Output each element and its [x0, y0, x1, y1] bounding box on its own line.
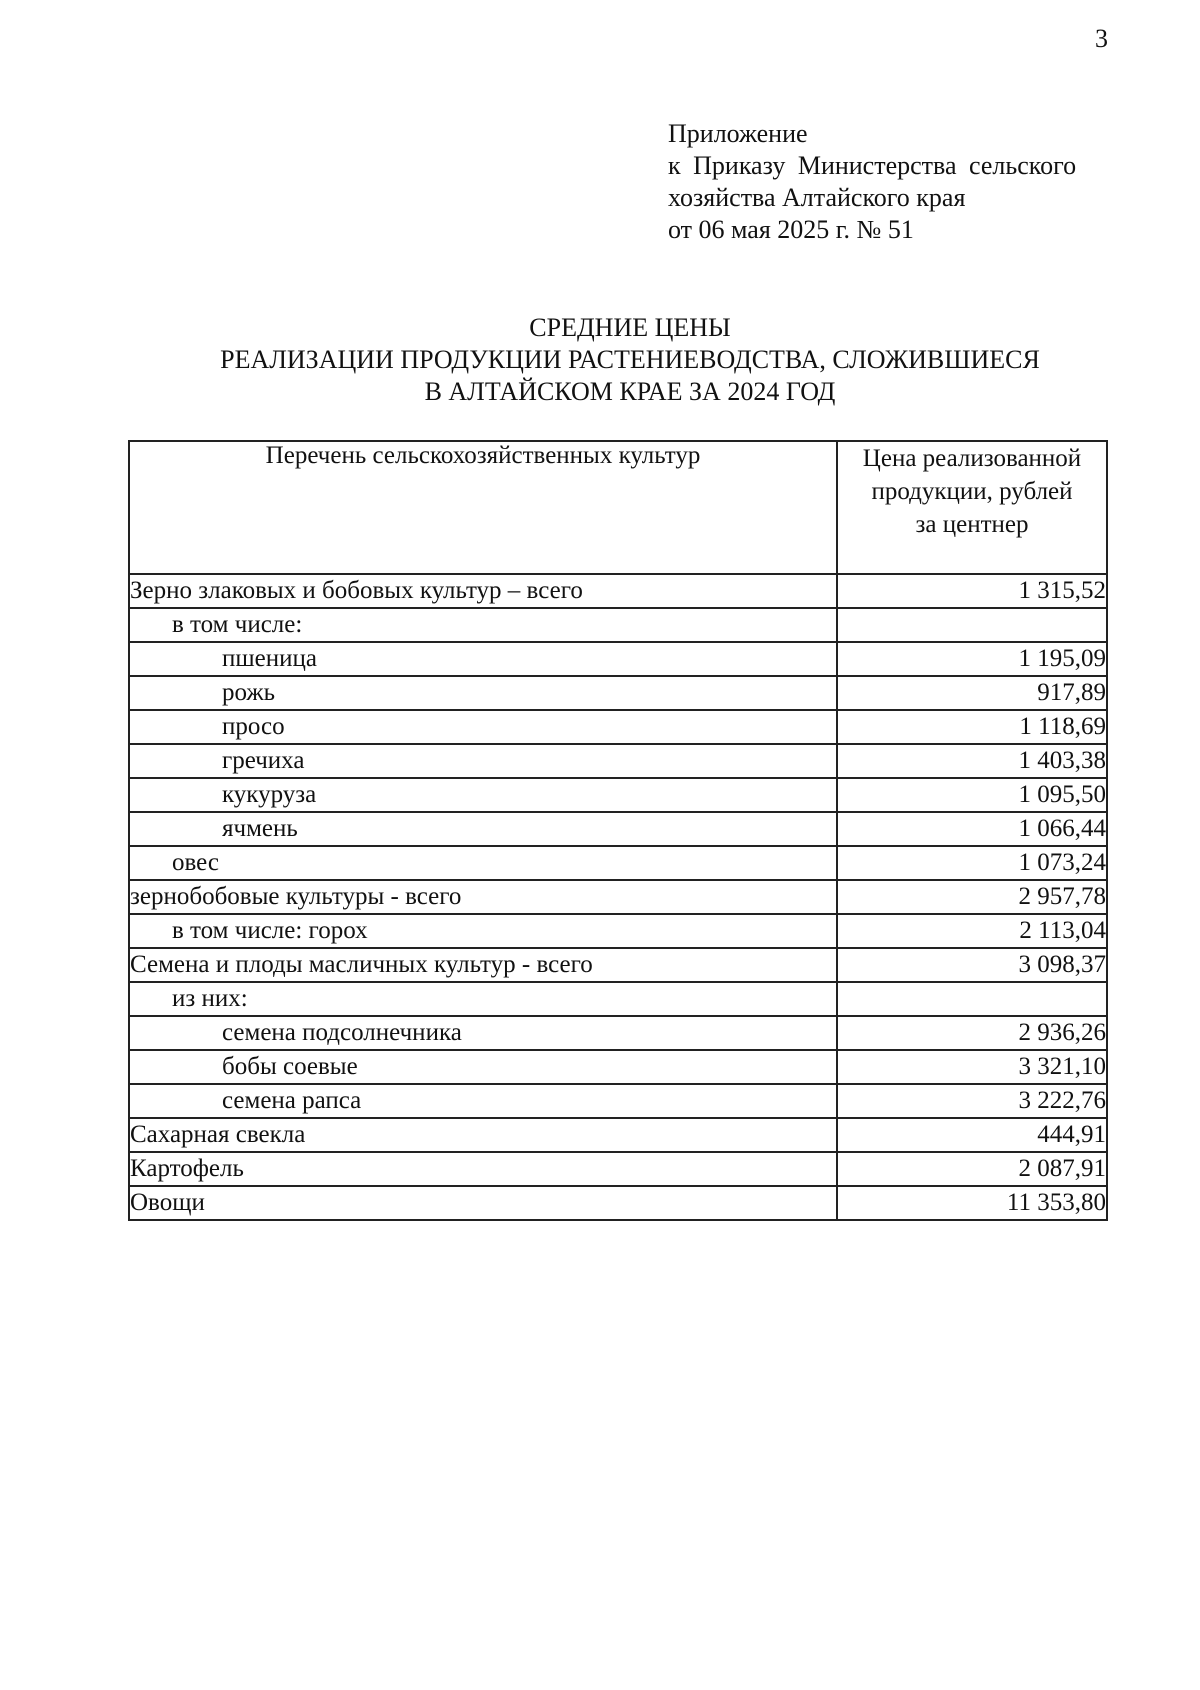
table-row: [129, 1186, 1107, 1220]
header-price-line-2: продукции, рублей: [871, 478, 1073, 505]
crop-name: в том числе: горох: [129, 914, 837, 948]
crop-price: 2 113,04: [837, 914, 1107, 948]
crop-name: гречиха: [129, 744, 837, 778]
crop-name: семена рапса: [129, 1084, 837, 1118]
crop-price: 3 098,37: [837, 948, 1107, 982]
title-line-2: РЕАЛИЗАЦИИ ПРОДУКЦИИ РАСТЕНИЕВОДСТВА, СЛОЖИВШИЕСЯ: [220, 345, 1040, 374]
crop-name: Зерно злаковых и бобовых культур – всего: [129, 574, 837, 608]
crop-price: 3 222,76: [837, 1084, 1107, 1118]
crop-price: 2 957,78: [837, 880, 1107, 914]
crop-price: 3 321,10: [837, 1050, 1107, 1084]
crop-name: зернобобовые культуры - всего: [129, 880, 837, 914]
header-crop-list: Перечень сельскохозяйственных культур: [129, 441, 837, 574]
table-row: [129, 914, 1107, 948]
crop-price: 917,89: [837, 676, 1107, 710]
table-row: [129, 642, 1107, 676]
table-row: [129, 1118, 1107, 1152]
crop-name: Картофель: [129, 1152, 837, 1186]
title-line-3: В АЛТАЙСКОМ КРАЕ ЗА 2024 ГОД: [424, 377, 836, 406]
crop-price: [837, 982, 1107, 1016]
table-row: [129, 744, 1107, 778]
title-line-1: СРЕДНИЕ ЦЕНЫ: [529, 313, 731, 342]
appendix-line-3: хозяйства Алтайского края: [668, 183, 966, 212]
table-row: [129, 948, 1107, 982]
crop-name: семена подсолнечника: [129, 1016, 837, 1050]
crop-price: 2 936,26: [837, 1016, 1107, 1050]
table-row: [129, 1084, 1107, 1118]
crop-name: Овощи: [129, 1186, 837, 1220]
crop-price: 444,91: [837, 1118, 1107, 1152]
crop-price: [837, 608, 1107, 642]
crop-name: бобы соевые: [129, 1050, 837, 1084]
crop-name: Семена и плоды масличных культур - всего: [129, 948, 837, 982]
appendix-line-1: Приложение: [668, 119, 808, 148]
table-row: [129, 812, 1107, 846]
header-price-line-3: за центнер: [915, 511, 1029, 538]
crop-name: рожь: [129, 676, 837, 710]
table-row: [129, 1152, 1107, 1186]
page-number: 3: [1095, 24, 1108, 53]
table-row: [129, 982, 1107, 1016]
table-row: [129, 846, 1107, 880]
crop-name: овес: [129, 846, 837, 880]
crop-price: 1 195,09: [837, 642, 1107, 676]
table-row: [129, 880, 1107, 914]
table-row: [129, 710, 1107, 744]
crop-price: 1 315,52: [837, 574, 1107, 608]
prices-table: [128, 440, 1108, 1221]
table-row: [129, 1050, 1107, 1084]
table-row: [129, 676, 1107, 710]
crop-price: 1 066,44: [837, 812, 1107, 846]
crop-price: 2 087,91: [837, 1152, 1107, 1186]
crop-name: кукуруза: [129, 778, 837, 812]
crop-name: пшеница: [129, 642, 837, 676]
crop-price: 1 118,69: [837, 710, 1107, 744]
crop-price: 11 353,80: [837, 1186, 1107, 1220]
table-row: [129, 778, 1107, 812]
crop-price: 1 095,50: [837, 778, 1107, 812]
table-row: [129, 574, 1107, 608]
table-row: [129, 1016, 1107, 1050]
crop-name: ячмень: [129, 812, 837, 846]
appendix-header: [668, 118, 1128, 246]
crop-name: из них:: [129, 982, 837, 1016]
header-price: [837, 441, 1107, 574]
appendix-line-2: к Приказу Министерства сельского: [668, 151, 1077, 180]
table-header-row: [129, 441, 1107, 574]
crop-price: 1 403,38: [837, 744, 1107, 778]
crop-name: Сахарная свекла: [129, 1118, 837, 1152]
document-title: [130, 312, 1130, 408]
table-row: [129, 608, 1107, 642]
crop-price: 1 073,24: [837, 846, 1107, 880]
crop-name: просо: [129, 710, 837, 744]
header-price-line-1: Цена реализованной: [862, 445, 1082, 472]
appendix-line-4: от 06 мая 2025 г. № 51: [668, 215, 914, 244]
crop-name: в том числе:: [129, 608, 837, 642]
